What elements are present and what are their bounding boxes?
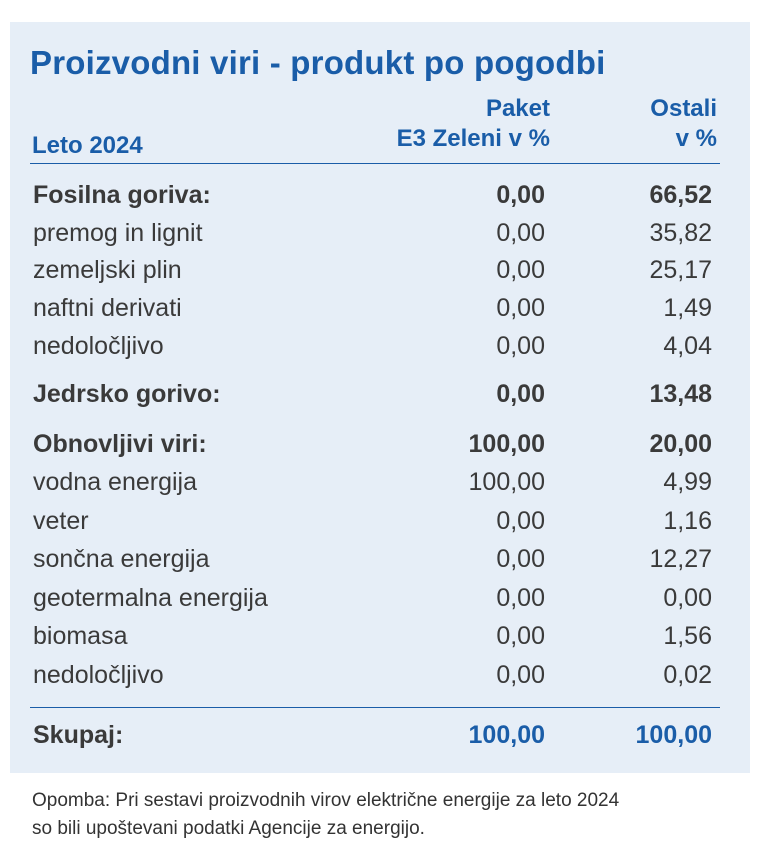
row-value-ostali: 25,17: [649, 256, 712, 284]
row-value-paket: 0,00: [496, 219, 545, 247]
header-col-ostali: [650, 94, 717, 154]
table-row-total: [0, 718, 760, 752]
row-value-ostali: 12,27: [649, 545, 712, 573]
table-row: [0, 619, 760, 653]
row-value-ostali: 1,49: [663, 294, 712, 322]
row-value-ostali: 0,00: [663, 584, 712, 612]
footnote-line2: so bili upoštevani podatki Agencije za energijo.: [32, 818, 425, 839]
footnote-line1: Opomba: Pri sestavi proizvodnih virov električne energije za leto 2024: [32, 790, 620, 811]
table-row: [0, 504, 760, 538]
table-row-jedrsko-gorivo: [0, 377, 760, 411]
row-value-paket: 0,00: [496, 622, 545, 650]
total-divider: [30, 707, 720, 708]
table-row-obnovljivi-viri: [0, 427, 760, 461]
row-value-paket: 0,00: [496, 545, 545, 573]
row-label: geotermalna energija: [33, 584, 268, 612]
header-col-paket-line1: Paket: [485, 95, 550, 122]
row-value-ostali: 20,00: [649, 430, 712, 458]
row-label: biomasa: [33, 622, 128, 650]
table-title: Proizvodni viri - produkt po pogodbi: [30, 44, 606, 81]
row-value-paket: 0,00: [496, 584, 545, 612]
row-label: vodna energija: [33, 468, 198, 496]
row-value-ostali: 1,56: [663, 622, 712, 650]
row-value-paket: 0,00: [496, 507, 545, 535]
row-value-ostali: 13,48: [649, 380, 712, 408]
table-row: [0, 216, 760, 250]
row-value-paket: 0,00: [496, 380, 545, 408]
row-label: naftni derivati: [33, 294, 182, 322]
row-label: Jedrsko gorivo:: [33, 380, 221, 408]
table-row: [0, 465, 760, 499]
row-value-paket: 0,00: [496, 661, 545, 689]
row-value-ostali: 35,82: [649, 219, 712, 247]
row-label: veter: [33, 507, 89, 535]
row-value-paket: 0,00: [496, 181, 545, 209]
row-value-ostali: 0,02: [663, 661, 712, 689]
row-label: nedoločljivo: [33, 332, 164, 360]
row-label: sončna energija: [33, 545, 210, 573]
table-row: [0, 253, 760, 287]
header-col-ostali-line1: Ostali: [650, 95, 717, 122]
row-value-paket: 100,00: [468, 430, 545, 458]
table-row: [0, 542, 760, 576]
row-label: zemeljski plin: [33, 256, 182, 284]
row-label: nedoločljivo: [33, 661, 164, 689]
table-row-fosilna-goriva: [0, 178, 760, 212]
row-value-paket: 0,00: [496, 256, 545, 284]
header-col-ostali-line2: v %: [675, 125, 717, 152]
row-value-paket: 0,00: [496, 294, 545, 322]
row-label: premog in lignit: [33, 219, 203, 247]
row-value-ostali: 1,16: [663, 507, 712, 535]
row-value-ostali: 4,99: [663, 468, 712, 496]
header-col-paket-line2: E3 Zeleni v %: [396, 125, 550, 152]
row-value-ostali: 4,04: [663, 332, 712, 360]
table-row: [0, 291, 760, 325]
header-divider: [30, 163, 720, 164]
total-value-paket: 100,00: [468, 721, 545, 749]
header-col-paket: [397, 94, 550, 154]
row-value-paket: 100,00: [468, 468, 545, 496]
total-label: Skupaj:: [33, 721, 124, 749]
total-value-ostali: 100,00: [635, 721, 712, 749]
row-value-ostali: 66,52: [649, 181, 712, 209]
row-label: Obnovljivi viri:: [33, 430, 207, 458]
row-value-paket: 0,00: [496, 332, 545, 360]
header-year: Leto 2024: [32, 132, 143, 159]
table-row: [0, 658, 760, 692]
footnote: [32, 787, 619, 843]
row-label: Fosilna goriva:: [33, 181, 211, 209]
table-row: [0, 329, 760, 363]
table-row: [0, 581, 760, 615]
